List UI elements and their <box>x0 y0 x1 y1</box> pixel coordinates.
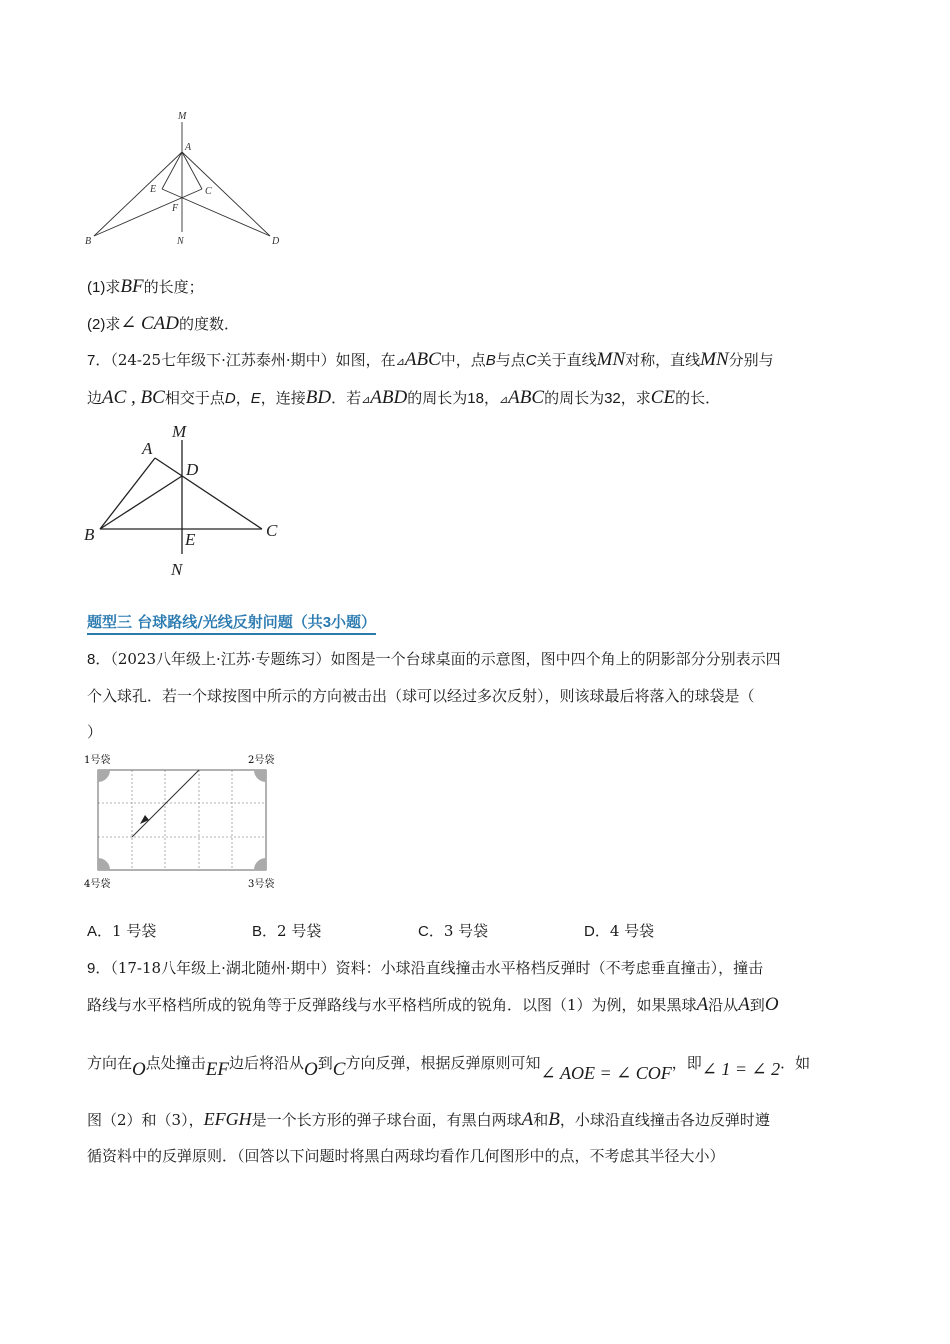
pocket-1 <box>98 770 110 782</box>
pocket-4 <box>98 858 110 870</box>
pocket-label-1: 1号袋 <box>84 755 111 766</box>
segment-de <box>162 189 270 236</box>
label-m: M <box>178 111 187 122</box>
q9-line5: 循资料中的反弹原则．（回答以下问题时将黑白两球均看作几何图形中的点，不考虑其半径大小） <box>87 1147 725 1165</box>
pocket-label-3: 3号袋 <box>248 879 275 890</box>
label-n: N <box>171 560 183 579</box>
segment-ae <box>162 152 182 189</box>
q9-line1: 9．（17-18八年级上·湖北随州·期中）资料：小球沿直线撞击水平格档反弹时（不考虑垂直撞击），撞击 <box>87 959 764 977</box>
label-b: B <box>84 525 95 544</box>
ball-path <box>132 770 199 837</box>
label-d: D <box>186 460 199 479</box>
direction-arrow <box>140 815 149 824</box>
label-c: C <box>266 521 278 540</box>
segment-ac <box>155 458 262 529</box>
choice-a[interactable]: A．1 号袋 <box>87 922 157 940</box>
figure-1 <box>80 108 290 248</box>
label-n: N <box>177 236 184 247</box>
choice-c[interactable]: C．3 号袋 <box>418 922 489 940</box>
table-border <box>98 770 266 870</box>
label-a: A <box>185 142 192 153</box>
label-m: M <box>172 422 187 441</box>
figure-2 <box>80 418 290 580</box>
q6-part1: (1)求BF的长度； <box>87 276 204 297</box>
label-a: A <box>142 439 153 458</box>
pocket-3 <box>254 858 266 870</box>
q6-part2: (2)求∠ CAD的度数． <box>87 313 240 334</box>
label-f: F <box>172 203 179 214</box>
q8-line3: ） <box>87 723 103 741</box>
billiard-table-figure <box>82 750 286 892</box>
label-e: E <box>150 184 157 195</box>
segment-ab <box>100 458 155 529</box>
q7-line1: 7．（24-25七年级下·江苏泰州·期中）如图，在⊿ABC中，点B与点C关于直线MN对称，直线MN分别与 <box>87 349 774 370</box>
label-b: B <box>85 236 92 247</box>
choice-b[interactable]: B．2 号袋 <box>252 922 322 940</box>
segment-bc <box>94 189 202 236</box>
q7-line2: 边AC , BC相交于点D，E，连接BD．若⊿ABD的周长为18，⊿ABC的周长为32，求CE的长． <box>87 387 721 408</box>
q9-line3: 方向在O点处撞击EF边后将沿从O到C方向反弹，根据反弹原则可知∠ AOE = ∠ COF，即∠ 1 = ∠ 2．如 <box>87 1054 811 1083</box>
pocket-label-4: 4号袋 <box>84 879 111 890</box>
pocket-2 <box>254 770 266 782</box>
segment-ab <box>94 152 182 236</box>
q8-line1: 8．（2023八年级上·江苏·专题练习）如图是一个台球桌面的示意图，图中四个角上的阴影部分分别表示四 <box>87 650 781 668</box>
q8-line2: 个入球孔．若一个球按图中所示的方向被击出（球可以经过多次反射），则该球最后将落入的球袋是（ <box>87 687 755 705</box>
label-c: C <box>205 186 212 197</box>
pocket-label-2: 2号袋 <box>248 755 275 766</box>
q9-line2: 路线与水平格档所成的锐角等于反弹路线与水平格档所成的锐角．以图（1）为例，如果黑球A沿从A到O <box>87 994 779 1015</box>
q9-line4: 图（2）和（3），EFGH是一个长方形的弹子球台面，有黑白两球A和B，小球沿直线撞击各边反弹时遵 <box>87 1109 770 1130</box>
segment-bd <box>100 476 182 529</box>
label-d: D <box>272 236 280 247</box>
label-e: E <box>185 530 196 549</box>
section-heading: 题型三 台球路线/光线反射问题（共3小题） <box>87 611 376 635</box>
segment-ad <box>182 152 270 236</box>
choice-d[interactable]: D．4 号袋 <box>584 922 655 940</box>
segment-ac <box>182 152 202 189</box>
